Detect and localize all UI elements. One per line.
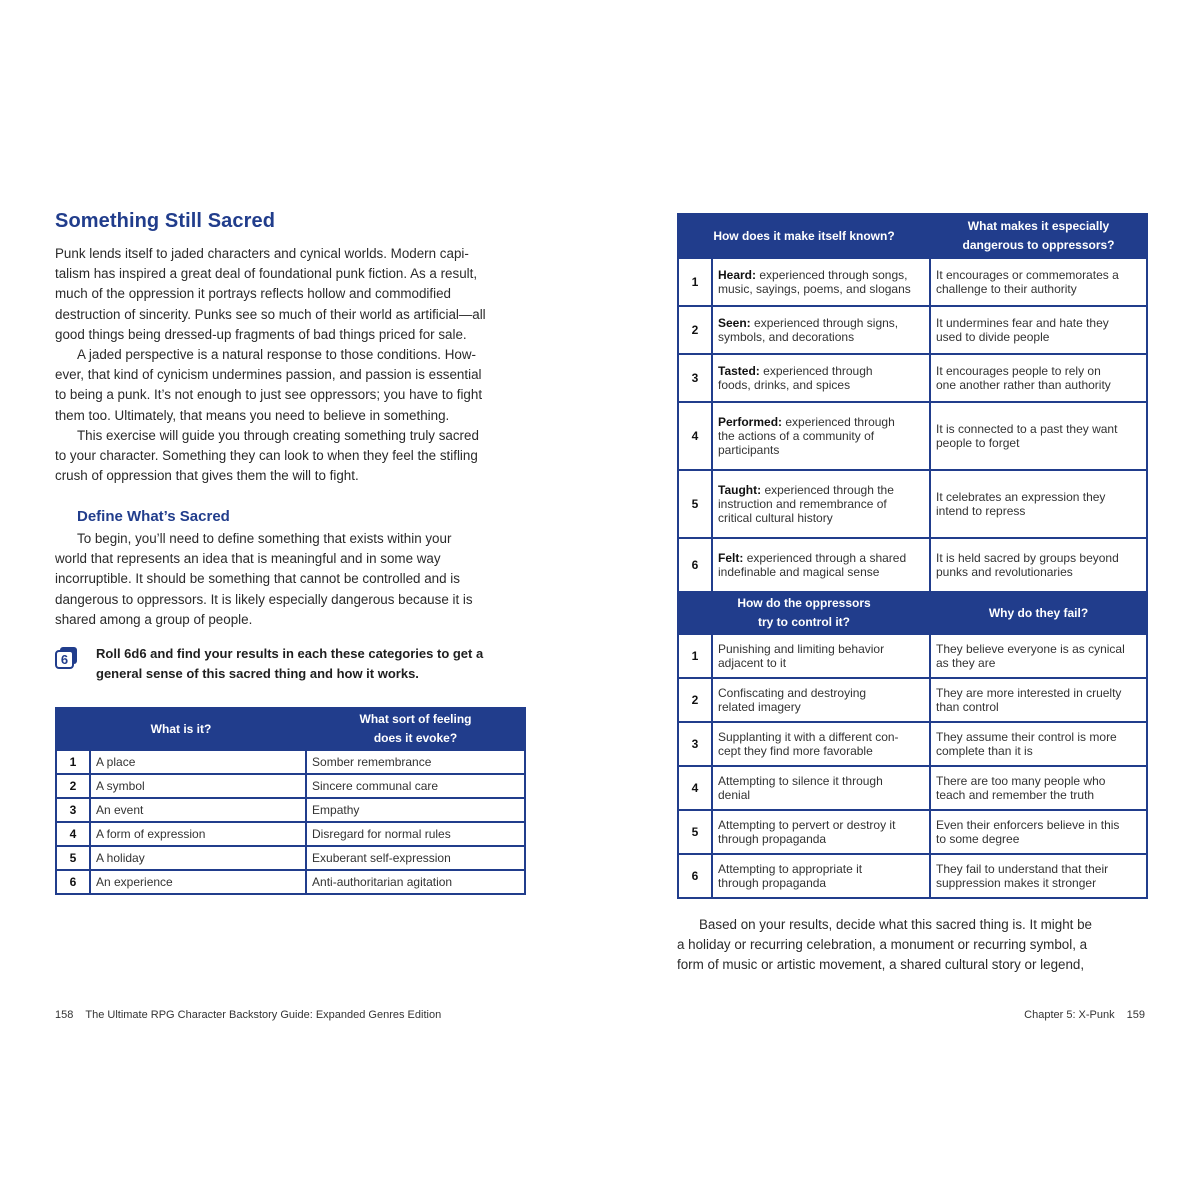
cell-lead: Tasted: — [718, 364, 760, 378]
cell-line: indefinable and magical sense — [718, 564, 880, 579]
text-line: world that represents an idea that is meaningful and in some way — [55, 551, 441, 567]
header-line: dangerous to oppressors? — [962, 238, 1115, 252]
cell — [712, 306, 930, 354]
cell-line: instruction and remembrance of — [718, 497, 887, 511]
text-line: to your character. Something they can look to when they feel the stifling — [55, 448, 478, 464]
cell-line: It encourages people to rely on — [936, 364, 1101, 378]
cell-line: than control — [936, 700, 999, 714]
table-row — [678, 402, 1147, 470]
row-number: 2 — [678, 306, 712, 354]
cell-text: experienced through the — [764, 483, 894, 497]
cell-line: the actions of a community of — [718, 429, 875, 443]
column-header — [678, 214, 930, 258]
cell-lead: Taught: — [718, 483, 762, 497]
closing-text — [677, 915, 1147, 976]
cell-text: experienced through a shared — [746, 550, 907, 565]
cell-line — [718, 551, 924, 565]
cell — [930, 538, 1147, 592]
cell — [930, 766, 1147, 810]
cell-lead: Performed: — [718, 415, 783, 429]
table-row — [678, 634, 1147, 678]
cell-text: experienced through signs, — [754, 316, 899, 330]
cell: An experience — [90, 870, 306, 894]
cell-line: punks and revolutionaries — [936, 564, 1073, 579]
cell-line — [718, 268, 924, 282]
table-row — [678, 810, 1147, 854]
column-header — [678, 592, 930, 634]
cell-line — [718, 316, 924, 330]
text-line: good things being dressed-up fragments of bad things priced for sale. — [55, 326, 467, 342]
table-row — [678, 766, 1147, 810]
cell-line: foods, drinks, and spices — [718, 378, 851, 392]
cell-line: participants — [718, 443, 780, 457]
cell — [712, 470, 930, 538]
cell — [712, 354, 930, 402]
text-line: A jaded perspective is a natural response to those conditions. How- — [77, 347, 476, 363]
cell-line: through propaganda — [718, 832, 827, 846]
cell-line: music, sayings, poems, and slogans — [718, 282, 911, 296]
column-header — [306, 708, 525, 750]
cell-line: They believe everyone is as cynical — [936, 642, 1125, 656]
table-row — [56, 870, 525, 894]
cell-line: It is held sacred by groups beyond — [936, 550, 1119, 565]
cell-text: experienced through — [763, 364, 873, 378]
cell-line: Punishing and limiting behavior — [718, 642, 885, 656]
header-line: What sort of feeling — [359, 712, 472, 726]
cell — [712, 810, 930, 854]
d6-dice-icon — [55, 646, 79, 670]
table-header-row — [678, 592, 1147, 634]
cell — [930, 854, 1147, 898]
row-number: 1 — [678, 258, 712, 306]
text-line: talism has inspired a great deal of foundational punk fiction. As a result, — [55, 266, 478, 282]
table-row — [678, 306, 1147, 354]
roll-line: general sense of this sacred thing and how it works. — [96, 666, 419, 681]
intro-text — [55, 244, 525, 486]
cell-line: Supplanting it with a different con- — [718, 730, 899, 744]
row-number: 1 — [56, 750, 90, 774]
cell: Sincere communal care — [306, 774, 525, 798]
text-line: This exercise will guide you through creating something truly sacred — [77, 427, 479, 443]
cell-line: intend to repress — [936, 504, 1026, 518]
cell-line: challenge to their authority — [936, 282, 1077, 296]
text-line: shared among a group of people. — [55, 611, 253, 627]
row-number: 5 — [56, 846, 90, 870]
cell — [930, 306, 1147, 354]
book-title: The Ultimate RPG Character Backstory Guide: Expanded Genres Edition — [85, 1009, 442, 1021]
cell — [712, 722, 930, 766]
table-row — [678, 538, 1147, 592]
table-row — [56, 846, 525, 870]
cell: A holiday — [90, 846, 306, 870]
chapter-title: Chapter 5: X-Punk — [1024, 1009, 1115, 1021]
cell — [712, 634, 930, 678]
cell — [712, 766, 930, 810]
cell-lead: Seen: — [718, 316, 751, 330]
table-row — [56, 822, 525, 846]
cell — [930, 258, 1147, 306]
row-number: 1 — [678, 634, 712, 678]
header-line: How does it make itself known? — [713, 228, 895, 243]
roll-line: Roll 6d6 and find your results in each these categories to get a — [96, 646, 484, 661]
header-line: What is it? — [150, 721, 212, 736]
cell: A form of expression — [90, 822, 306, 846]
cell-line: Confiscating and destroying — [718, 686, 867, 700]
row-number: 4 — [678, 402, 712, 470]
cell: Empathy — [306, 798, 525, 822]
cell-line: related imagery — [718, 700, 801, 714]
cell-line: through propaganda — [718, 876, 827, 890]
cell-line: denial — [718, 788, 751, 802]
cell-line: used to divide people — [936, 330, 1050, 344]
row-number: 3 — [678, 354, 712, 402]
roll-instruction — [55, 644, 525, 688]
cell-line: It is connected to a past they want — [936, 422, 1118, 436]
column-header — [930, 592, 1147, 634]
cell: A symbol — [90, 774, 306, 798]
cell-line — [718, 415, 924, 429]
cell — [930, 678, 1147, 722]
header-line: Why do they fail? — [988, 605, 1089, 620]
header-line: How do the oppressors — [737, 596, 871, 611]
page-number: 159 — [1126, 1009, 1145, 1021]
cell: Exuberant self-expression — [306, 846, 525, 870]
header-line: try to control it? — [758, 615, 850, 630]
cell: An event — [90, 798, 306, 822]
right-page — [600, 0, 1200, 1200]
text-line: much of the oppression it portrays reflects hollow and commodified — [55, 286, 451, 302]
table-header-row — [678, 214, 1147, 258]
table-row — [56, 750, 525, 774]
cell-line: Even their enforcers believe in this — [936, 818, 1120, 832]
table-row — [678, 258, 1147, 306]
cell — [930, 470, 1147, 538]
row-number: 2 — [56, 774, 90, 798]
cell-line: critical cultural history — [718, 511, 833, 525]
cell-line: Attempting to pervert or destroy it — [718, 818, 896, 832]
cell-line — [718, 483, 924, 497]
cell-line: They are more interested in cruelty — [936, 686, 1122, 700]
text-line: Based on your results, decide what this sacred thing is. It might be — [699, 917, 1092, 932]
cell: Somber remembrance — [306, 750, 525, 774]
table-row — [56, 798, 525, 822]
text-line: destruction of sincerity. Punks see so much of their world as artificial—all — [55, 306, 486, 322]
table-row — [678, 678, 1147, 722]
cell-line: adjacent to it — [718, 656, 787, 670]
column-header — [930, 214, 1147, 258]
row-number: 4 — [56, 822, 90, 846]
cell — [712, 538, 930, 592]
table-row — [56, 774, 525, 798]
text-line: them too. Ultimately, that means you need to believe in something. — [55, 407, 450, 423]
cell-lead: Heard: — [718, 268, 757, 282]
cell-line: It celebrates an expression they — [936, 490, 1106, 504]
text-line: incorruptible. It should be something that cannot be controlled and is — [55, 571, 460, 587]
header-line: What makes it especially — [967, 219, 1110, 233]
section-title: Something Still Sacred — [55, 210, 276, 232]
column-header — [56, 708, 306, 750]
cell — [930, 354, 1147, 402]
cell: Disregard for normal rules — [306, 822, 525, 846]
cell-line: They assume their control is more — [936, 730, 1117, 744]
cell-line: people to forget — [936, 436, 1020, 450]
cell-line: as they are — [936, 656, 996, 670]
text-line: To begin, you’ll need to define something that exists within your — [77, 531, 452, 546]
row-number: 4 — [678, 766, 712, 810]
cell-line: They fail to understand that their — [936, 862, 1109, 876]
cell-line: Attempting to silence it through — [718, 774, 883, 788]
text-line: form of music or artistic movement, a shared cultural story or legend, — [677, 957, 1085, 973]
text-line: Punk lends itself to jaded characters and cynical worlds. Modern capi- — [55, 246, 469, 261]
cell-line: There are too many people who — [936, 774, 1106, 788]
table-header-row — [56, 708, 525, 750]
row-number: 6 — [678, 538, 712, 592]
text-line: to being a punk. It’s not enough to just see oppressors; you have to fight — [55, 387, 483, 403]
cell — [930, 402, 1147, 470]
right-footer — [1024, 1009, 1145, 1021]
cell-line: It undermines fear and hate they — [936, 316, 1109, 330]
roll-text — [96, 644, 516, 684]
row-number: 3 — [678, 722, 712, 766]
cell-line: Attempting to appropriate it — [718, 862, 863, 876]
cell — [930, 634, 1147, 678]
row-number: 2 — [678, 678, 712, 722]
text-line: a holiday or recurring celebration, a monument or recurring symbol, a — [677, 937, 1088, 953]
header-line: does it evoke? — [373, 731, 458, 745]
sacred-thing-table — [55, 707, 526, 895]
row-number: 5 — [678, 810, 712, 854]
cell — [712, 258, 930, 306]
cell-line: one another rather than authority — [936, 378, 1111, 392]
cell-text: experienced through — [785, 415, 895, 429]
table-row — [678, 722, 1147, 766]
cell: A place — [90, 750, 306, 774]
cell-text: experienced through songs, — [759, 268, 908, 282]
text-line: crush of oppression that gives them the will to fight. — [55, 468, 359, 484]
cell-line: suppression makes it stronger — [936, 876, 1097, 890]
text-line: dangerous to oppressors. It is likely especially dangerous because it is — [55, 591, 473, 607]
row-number: 6 — [56, 870, 90, 894]
cell — [712, 678, 930, 722]
cell-line: It encourages or commemorates a — [936, 268, 1119, 282]
cell — [930, 810, 1147, 854]
manifestation-table — [677, 213, 1148, 899]
text-line: ever, that kind of cynicism undermines passion, and passion is essential — [55, 367, 482, 383]
svg-text:6: 6 — [60, 652, 69, 667]
left-footer — [55, 1009, 441, 1021]
cell: Anti-authoritarian agitation — [306, 870, 525, 894]
table-row — [678, 354, 1147, 402]
subhead: Define What’s Sacred — [77, 508, 230, 525]
cell — [712, 854, 930, 898]
row-number: 3 — [56, 798, 90, 822]
page-number: 158 — [55, 1009, 74, 1021]
cell-line: teach and remember the truth — [936, 788, 1095, 802]
cell-line — [718, 364, 924, 378]
row-number: 5 — [678, 470, 712, 538]
row-number: 6 — [678, 854, 712, 898]
cell-lead: Felt: — [718, 550, 744, 565]
cell-line: complete than it is — [936, 744, 1033, 758]
define-text — [55, 529, 525, 630]
cell — [930, 722, 1147, 766]
table-row — [678, 470, 1147, 538]
cell-line: to some degree — [936, 832, 1020, 846]
cell — [712, 402, 930, 470]
cell-line: cept they find more favorable — [718, 744, 873, 758]
cell-line: symbols, and decorations — [718, 330, 855, 344]
table-row — [678, 854, 1147, 898]
